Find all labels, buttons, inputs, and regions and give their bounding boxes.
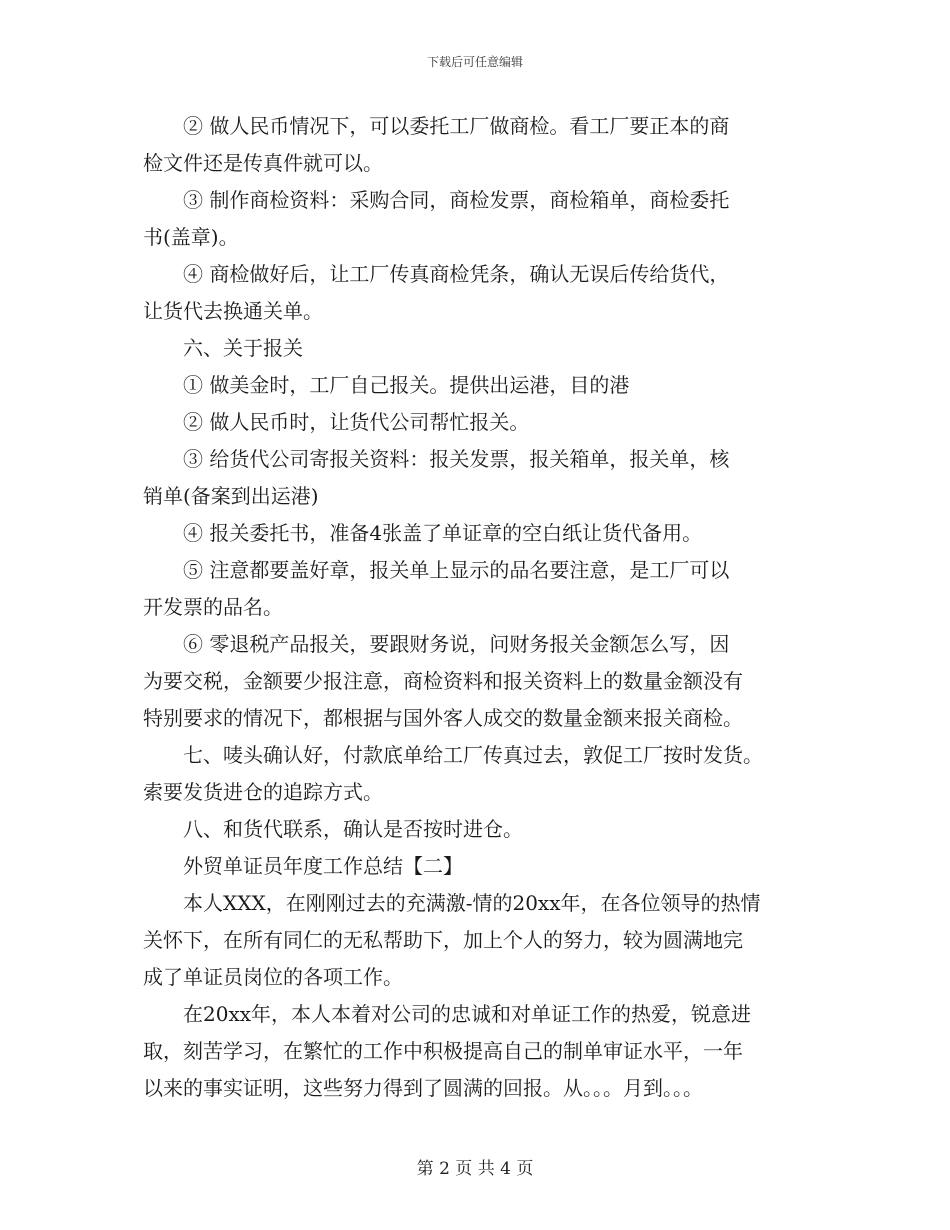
paragraph bbox=[143, 552, 809, 626]
text-line: 在20xx年，本人本着对公司的忠诚和对单证工作的热爱，锐意进 bbox=[183, 1002, 752, 1026]
paragraph bbox=[143, 811, 809, 848]
text-line: 特别要求的情况下，都根据与国外客人成交的数量金额来报关商检。 bbox=[143, 706, 743, 730]
text-line: 取，刻苦学习，在繁忙的工作中积极提高自己的制单审证水平，一年 bbox=[143, 1039, 743, 1063]
text-line: 关怀下，在所有同仁的无私帮助下，加上个人的努力，较为圆满地完 bbox=[143, 928, 743, 952]
document-body bbox=[143, 108, 809, 1107]
paragraph bbox=[143, 182, 809, 256]
paragraph bbox=[143, 885, 809, 996]
text-line: ④ 报关委托书，准备4张盖了单证章的空白纸让货代备用。 bbox=[183, 521, 703, 545]
text-line: 书(盖章)。 bbox=[143, 225, 239, 249]
page-number-footer: 第 2 页 共 4 页 bbox=[416, 1159, 534, 1179]
section-heading bbox=[143, 330, 809, 367]
text-line: 本人XXX，在刚刚过去的充满激-情的20xx年，在各位领导的热情 bbox=[183, 891, 761, 915]
paragraph bbox=[143, 996, 809, 1107]
text-line: 七、唛头确认好，付款底单给工厂传真过去，敦促工厂按时发货。 bbox=[183, 743, 763, 767]
paragraph bbox=[143, 737, 809, 811]
text-line: ③ 给货代公司寄报关资料：报关发票，报关箱单，报关单，核 bbox=[183, 447, 730, 471]
text-line: ② 做人民币时，让货代公司帮忙报关。 bbox=[183, 410, 530, 434]
text-line: 索要发货进仓的追踪方式。 bbox=[143, 780, 383, 804]
text-line: ⑤ 注意都要盖好章，报关单上显示的品名要注意，是工厂可以 bbox=[183, 558, 730, 582]
text-line: 让货代去换通关单。 bbox=[143, 299, 323, 323]
text-line: 为要交税，金额要少报注意，商检资料和报关资料上的数量金额没有 bbox=[143, 669, 743, 693]
paragraph bbox=[143, 367, 809, 404]
paragraph bbox=[143, 515, 809, 552]
page-header-note: 下载后可任意编辑 bbox=[426, 55, 523, 69]
text-line: 八、和货代联系，确认是否按时进仓。 bbox=[183, 817, 523, 841]
text-line: 成了单证员岗位的各项工作。 bbox=[143, 965, 403, 989]
text-line: 外贸单证员年度工作总结【二】 bbox=[183, 854, 463, 878]
paragraph bbox=[143, 626, 809, 737]
paragraph bbox=[143, 108, 809, 182]
text-line: 检文件还是传真件就可以。 bbox=[143, 151, 383, 175]
text-line: 六、关于报关 bbox=[183, 336, 303, 360]
paragraph bbox=[143, 256, 809, 330]
paragraph bbox=[143, 404, 809, 441]
text-line: ③ 制作商检资料：采购合同，商检发票，商检箱单，商检委托 bbox=[183, 188, 730, 212]
text-line: ⑥ 零退税产品报关，要跟财务说，问财务报关金额怎么写，因 bbox=[183, 632, 730, 656]
section-heading bbox=[143, 848, 809, 885]
text-line: ② 做人民币情况下，可以委托工厂做商检。看工厂要正本的商 bbox=[183, 114, 730, 138]
text-line: ④ 商检做好后，让工厂传真商检凭条，确认无误后传给货代， bbox=[183, 262, 730, 286]
text-line: 开发票的品名。 bbox=[143, 595, 283, 619]
text-line: ① 做美金时，工厂自己报关。提供出运港，目的港 bbox=[183, 373, 630, 397]
paragraph bbox=[143, 441, 809, 515]
text-line: 以来的事实证明，这些努力得到了圆满的回报。从。。。月到。。。 bbox=[143, 1076, 703, 1100]
text-line: 销单(备案到出运港) bbox=[143, 484, 319, 508]
